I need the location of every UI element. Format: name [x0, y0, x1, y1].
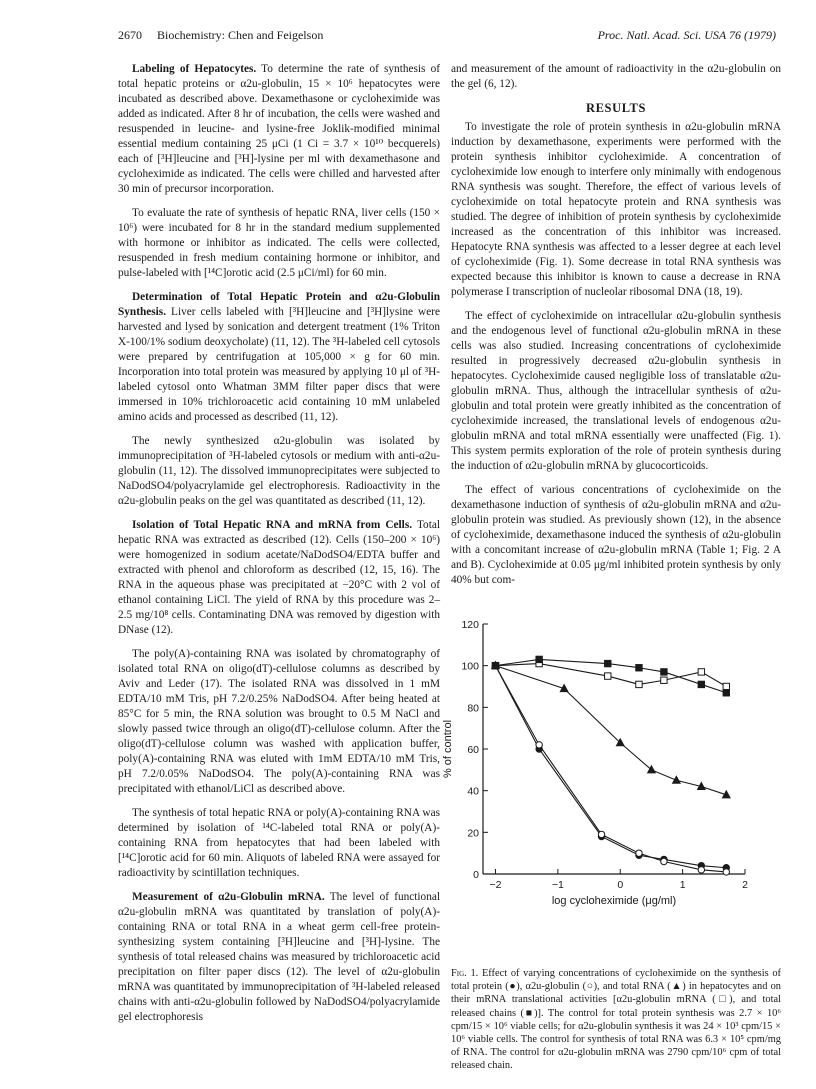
- paragraph-text: Total hepatic RNA was extracted as described (12). Cells (150–200 × 10⁶) were homogenized in sodium acetate/NaDodSO4/EDTA buffer and extracted with phenol and chloroform as described (12, 15, 16). The RNA in the aqueous phase was precipitated at −20°C with 2 vol of ethanol containing LiCl. The yield of RNA by this procedure was 2–2.5 mg/10⁸ cells. Contaminating DNA was removed by digestion with DNase (12).: [118, 519, 440, 636]
- paragraph-text: The level of functional α2u-globulin mRNA was quantitated by translation of poly(A)-containing RNA or total RNA in a wheat germ cell-free protein-synthesizing system containing [³H]leucine and [³H]-lysine. The synthesis of total released chains was measured by trichloroacetic acid precipitation on filter paper discs (12). The level of α2u-globulin mRNA was quantitated by immunoprecipitation of ³H-labeled released chains with anti-α2u-globulin followed by NaDodSO4/polyacrylamide gel electrophoresis: [118, 891, 440, 1023]
- y-tick-label: 80: [467, 702, 479, 715]
- data-point: [636, 850, 642, 856]
- paragraph: To investigate the role of protein synthesis in α2u-globulin mRNA induction by dexamethasone, experiments were performed with the protein synthesis inhibitor cycloheximide. A concentration of cycloheximide low enough to interfere only minimally with endogenous RNA synthesis was sought. Therefore, the effect of various levels of cycloheximide on total hepatocyte protein and RNA synthesis was studied. The degree of inhibition of protein synthesis by cycloheximide increased as the concentration of this inhibitor was increased. Hepatocyte RNA synthesis was affected to a lesser degree at each level of cycloheximide (Fig. 1). Some decrease in total RNA synthesis was expected because this inhibitor is known to cause a decrease in RNA polymerase I transcription of nucleolar ribosomal DNA (18, 19).: [451, 121, 781, 298]
- data-point: [536, 742, 542, 748]
- section-heading-results: RESULTS: [585, 101, 647, 115]
- run-in-heading: Isolation of Total Hepatic RNA and mRNA from Cells.: [132, 519, 413, 531]
- series-line: [495, 666, 726, 868]
- y-tick-label: 60: [467, 744, 479, 756]
- paragraph: [118, 206, 440, 281]
- paragraph-text: The poly(A)-containing RNA was isolated by chromatography of isolated total RNA on oligo(dT)-cellulose columns as described by Aviv and Leder (17). The isolated RNA was dissolved in 1 mM EDTA/10 mM Tris, pH 7.2/0.25% NaDodSO4. After being heated at 85°C for 5 min, the RNA solution was brought to 0.5 M NaCl and slowly passed twice through an oligo(dT)-cellulose column. After the oligo(dT)-cellulose column was washed with application buffer, poly(A)-containing RNA was eluted with 1mM EDTA/10 mM Tris, pH 7.2/0.05% NaDodSO4. The poly(A)-containing RNA was precipitated with ethanol/LiCl as described above.: [118, 648, 440, 795]
- figure-1-chart: [442, 618, 781, 970]
- x-tick-label: 0: [617, 879, 624, 891]
- left-column: [118, 62, 440, 1034]
- figure-label: Fig. 1.: [451, 968, 479, 979]
- data-point: [636, 665, 642, 671]
- data-point: [661, 669, 667, 675]
- data-point: [605, 673, 611, 679]
- data-point: [698, 681, 704, 687]
- paragraph-text: The synthesis of total hepatic RNA or poly(A)-containing RNA was determined by isolation of ¹⁴C-labeled total RNA or poly(A)-containing RNA from hepatocytes that had been labeled with [¹⁴C]orotic acid for 60 min. Aliquots of labeled RNA were assayed for radioactivity by scintillation techniques.: [118, 807, 440, 879]
- figure-caption: [451, 967, 781, 1073]
- journal-citation: Proc. Natl. Acad. Sci. USA 76 (1979): [597, 28, 776, 42]
- data-point: [723, 683, 729, 689]
- data-point: [636, 681, 642, 687]
- run-in-heading: Determination of Total Hepatic Protein and α2u-Globulin Synthesis.: [118, 291, 440, 318]
- paragraph: [118, 290, 440, 425]
- paragraph-text: Liver cells labeled with [³H]leucine and [³H]lysine were harvested and lysed by sonication and detergent treatment (1% Triton X-100/1% sodium deoxycholate) (11, 12). The ³H-labeled cell cytosols were prepared by centrifugation at 105,000 × g for 60 min. Incorporation into total protein was measured by applying 10 μl of ³H-labeled cytosol onto Whatman 3MM filter paper discs that were immersed in 10% trichloroacetic acid containing 10 mM unlabeled amino acids and processed as described (11, 12).: [118, 306, 440, 423]
- data-point: [698, 867, 704, 873]
- data-point: [698, 669, 704, 675]
- paragraph: [118, 647, 440, 797]
- x-tick-label: 2: [742, 879, 748, 891]
- paragraph: [118, 806, 440, 881]
- y-tick-label: 0: [473, 869, 479, 881]
- y-tick-label: 120: [461, 619, 479, 631]
- paragraph: [118, 518, 440, 638]
- x-tick-label: −2: [489, 879, 502, 891]
- data-point: [673, 776, 681, 783]
- run-in-heading: Labeling of Hepatocytes.: [132, 63, 257, 75]
- paragraph-text: To determine the rate of synthesis of total hepatic proteins or α2u-globulin, 15 × 10⁶ hepatocytes were incubated as described above. Dexamethasone or cycloheximide was added as indicated. After 8 hr of incubation, the cells were washed and resuspended in leucine- and lysine-free Joklik-modified minimal essential medium containing 25 μCi (1 Ci = 3.7 × 10¹⁰ becquerels) each of [³H]leucine and [³H]-lysine per ml with dexamethasone and cycloheximide as indicated. The cells were chilled and harvested after 30 min of precursor incorporation.: [118, 63, 440, 195]
- paragraph: The effect of cycloheximide on intracellular α2u-globulin synthesis and the endogenous level of functional α2u-globulin mRNA in these cells was also studied. Increasing concentrations of cycloheximide resulted in progressively decreased α2u-globulin synthesis in hepatocytes. Cycloheximide caused negligible loss of translatable α2u-globulin mRNA. Thus, although the intracellular synthesis of α2u-globulin and total protein were greatly inhibited as the concentration of cycloheximide increased, the translational levels of endogenous α2u-globulin mRNA and total mRNA essentially were unaffected (Fig. 1). This system permits exploration of the role of protein synthesis during the induction of α2u-globulin mRNA by glucocorticoids.: [451, 310, 781, 472]
- data-point: [598, 831, 604, 837]
- x-tick-label: 1: [679, 879, 686, 891]
- paragraph: [118, 62, 440, 197]
- y-tick-label: 100: [461, 660, 479, 673]
- caption-text: Effect of varying concentrations of cycloheximide on the synthesis of total protein (●), α2u-globulin (○), and total RNA (▲) in hepatocytes and on their mRNA translational activities [α2u-globulin mRNA (□), and total released chains (■)]. The control for total protein synthesis was 2.7 × 10⁶ cpm/15 × 10⁶ viable cells; for α2u-globulin synthesis it was 24 × 10³ cpm/15 × 10⁶ viable cells. The control for synthesis of total RNA was 6.3 × 10⁵ cpm/mg of RNA. The control for α2u-globulin mRNA was 2790 cpm/10⁶ cpm of total released chain.: [451, 968, 781, 1072]
- data-point: [723, 869, 729, 875]
- paragraph: [118, 890, 440, 1025]
- data-point: [492, 662, 498, 668]
- data-point: [536, 656, 542, 662]
- series-line: [495, 666, 726, 795]
- right-column: [451, 62, 781, 597]
- running-header-left: [118, 28, 323, 43]
- running-title: Biochemistry: Chen and Feigelson: [157, 28, 324, 42]
- chart-axes: [461, 619, 748, 891]
- x-axis-label: log cycloheximide (μg/ml): [551, 895, 677, 907]
- y-tick-label: 40: [467, 785, 479, 798]
- page-number: 2670: [118, 28, 142, 42]
- y-tick-label: 20: [467, 827, 479, 840]
- figure-1: [442, 618, 781, 970]
- paragraph: The effect of various concentrations of cycloheximide on the dexamethasone induction of synthesis of α2u-globulin mRNA and α2u-globulin protein was studied. As previously shown (12), in the absence of cycloheximide, dexamethasone induced the synthesis of α2u-globulin with a concomitant increase of α2u-globulin mRNA (Table 1; Fig. 2 A and B). Cycloheximide at 0.05 μg/ml inhibited protein synthesis by only 40% but com-: [451, 484, 781, 586]
- data-point: [661, 858, 667, 864]
- paragraph-text: The newly synthesized α2u-globulin was isolated by immunoprecipitation of ³H-labeled cytosols or medium with anti-α2u-globulin (11, 12). The dissolved immunoprecipitates were subjected to NaDodSO4/polyacrylamide gel electrophoresis. Radioactivity in the α2u-globulin peaks on the gel was quantitated as described (11, 12).: [118, 435, 440, 507]
- paragraph-text: To evaluate the rate of synthesis of hepatic RNA, liver cells (150 × 10⁶) were incubated for 8 hr in the standard medium supplemented with hormone or inhibitor as indicated. The cells were collected, resuspended in fresh medium containing hormone or inhibitor, and pulse-labeled with [¹⁴C]orotic acid (2.5 μCi/ml) for 60 min.: [118, 207, 440, 279]
- chart-series: [492, 656, 730, 875]
- data-point: [723, 690, 729, 696]
- continued-paragraph: and measurement of the amount of radioactivity in the α2u-globulin on the gel (6, 12).: [451, 63, 781, 90]
- x-tick-label: −1: [551, 879, 564, 891]
- data-point: [661, 677, 667, 683]
- data-point: [605, 660, 611, 666]
- run-in-heading: Measurement of α2u-Globulin mRNA.: [132, 891, 325, 903]
- paragraph: [118, 434, 440, 509]
- y-axis-label: % of control: [442, 719, 454, 779]
